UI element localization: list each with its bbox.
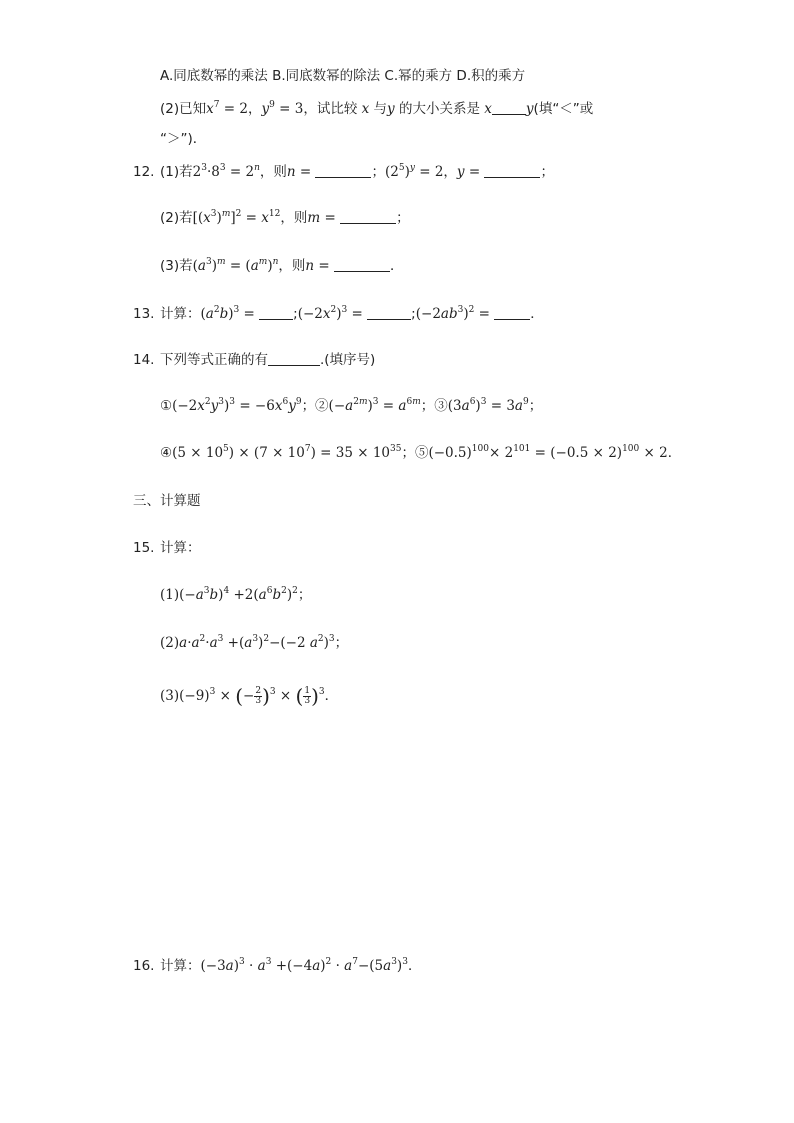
q13-number: 13. [133, 306, 155, 322]
q14-options-1: $①(-2x^2y^3)^3 = -6x^6y^9$；$②(-a^{2m})^3 = a^{6m}$；$③(3a^6)^3 = 3a^9$； [160, 397, 543, 414]
q13-blank-3[interactable] [494, 305, 530, 320]
q13-body: 计算：$(a^2b)^3$ = $;(-2x^2)^3$ = $;(-2ab^3)^2$ = ． [160, 305, 544, 322]
q12-part2: (2)若$[(x^3)^m]^2 = x^{12}$，则m = ； [160, 209, 410, 226]
q13-blank-2[interactable] [367, 305, 411, 320]
q11-answer-blank[interactable] [492, 100, 526, 115]
q16-body: 计算：$(-3a)^3 \cdot a^3 +(-4a)^2 \cdot a^7-(5a^3)^3$． [160, 957, 422, 974]
q15-part2: $(2)a\cdot a^2\cdot a^3 +(a^3)^2-(-2$ $a^2)^3$； [160, 634, 349, 651]
q15-number: 15. [133, 540, 155, 556]
section-title: 三、计算题 [133, 493, 201, 509]
q11-part2: (2)已知$x^7 = 2$，$y^9 = 3$，试比较 x 与y 的大小关系是 x y(填“＜”或 [160, 100, 594, 117]
q12-blank-n[interactable] [315, 163, 371, 178]
q15-part1: $(1)(-a^3b)^4 +2(a^6b^2)^2$； [160, 586, 312, 603]
q11-options: A.同底数幂的乘法 B.同底数幂的除法 C.幂的乘方 D.积的乘方 [160, 68, 526, 84]
q15-part3: $(3)(-9)^3$ × (− $\frac{2}{3}$ )$^3$ × ( $\frac{1}{3}$ )$^3$． [160, 684, 339, 708]
q11-part2-end: “＞”)． [160, 131, 207, 147]
q15-label: 计算： [160, 540, 201, 556]
q14-options-2: ④(5 × $10^5) \times (7 \times 10^7) = 35 \times 10^{35}$；$⑤(-0.5)^{100}\times 2^{101} = (-0.5 \times 2)^{100} \times 2$． [160, 444, 682, 461]
q14-body: 下列等式正确的有 .(填序号) [160, 352, 376, 368]
q14-blank[interactable] [268, 351, 320, 366]
q12-blank-m[interactable] [340, 209, 396, 224]
q12-number: 12. [133, 164, 155, 180]
q12-blank-y[interactable] [484, 163, 540, 178]
q16-number: 16. [133, 958, 155, 974]
q12-blank-n2[interactable] [334, 257, 390, 272]
q12-part1: (1)若$2^3\cdot 8^3 = 2^n$，则n = ；$(2^5)^y = 2$，y = ； [160, 163, 554, 180]
q12-part3: (3)若$(a^3)^m = (a^m)^n$，则n = ． [160, 257, 404, 274]
q13-blank-1[interactable] [259, 305, 293, 320]
q14-number: 14. [133, 352, 155, 368]
